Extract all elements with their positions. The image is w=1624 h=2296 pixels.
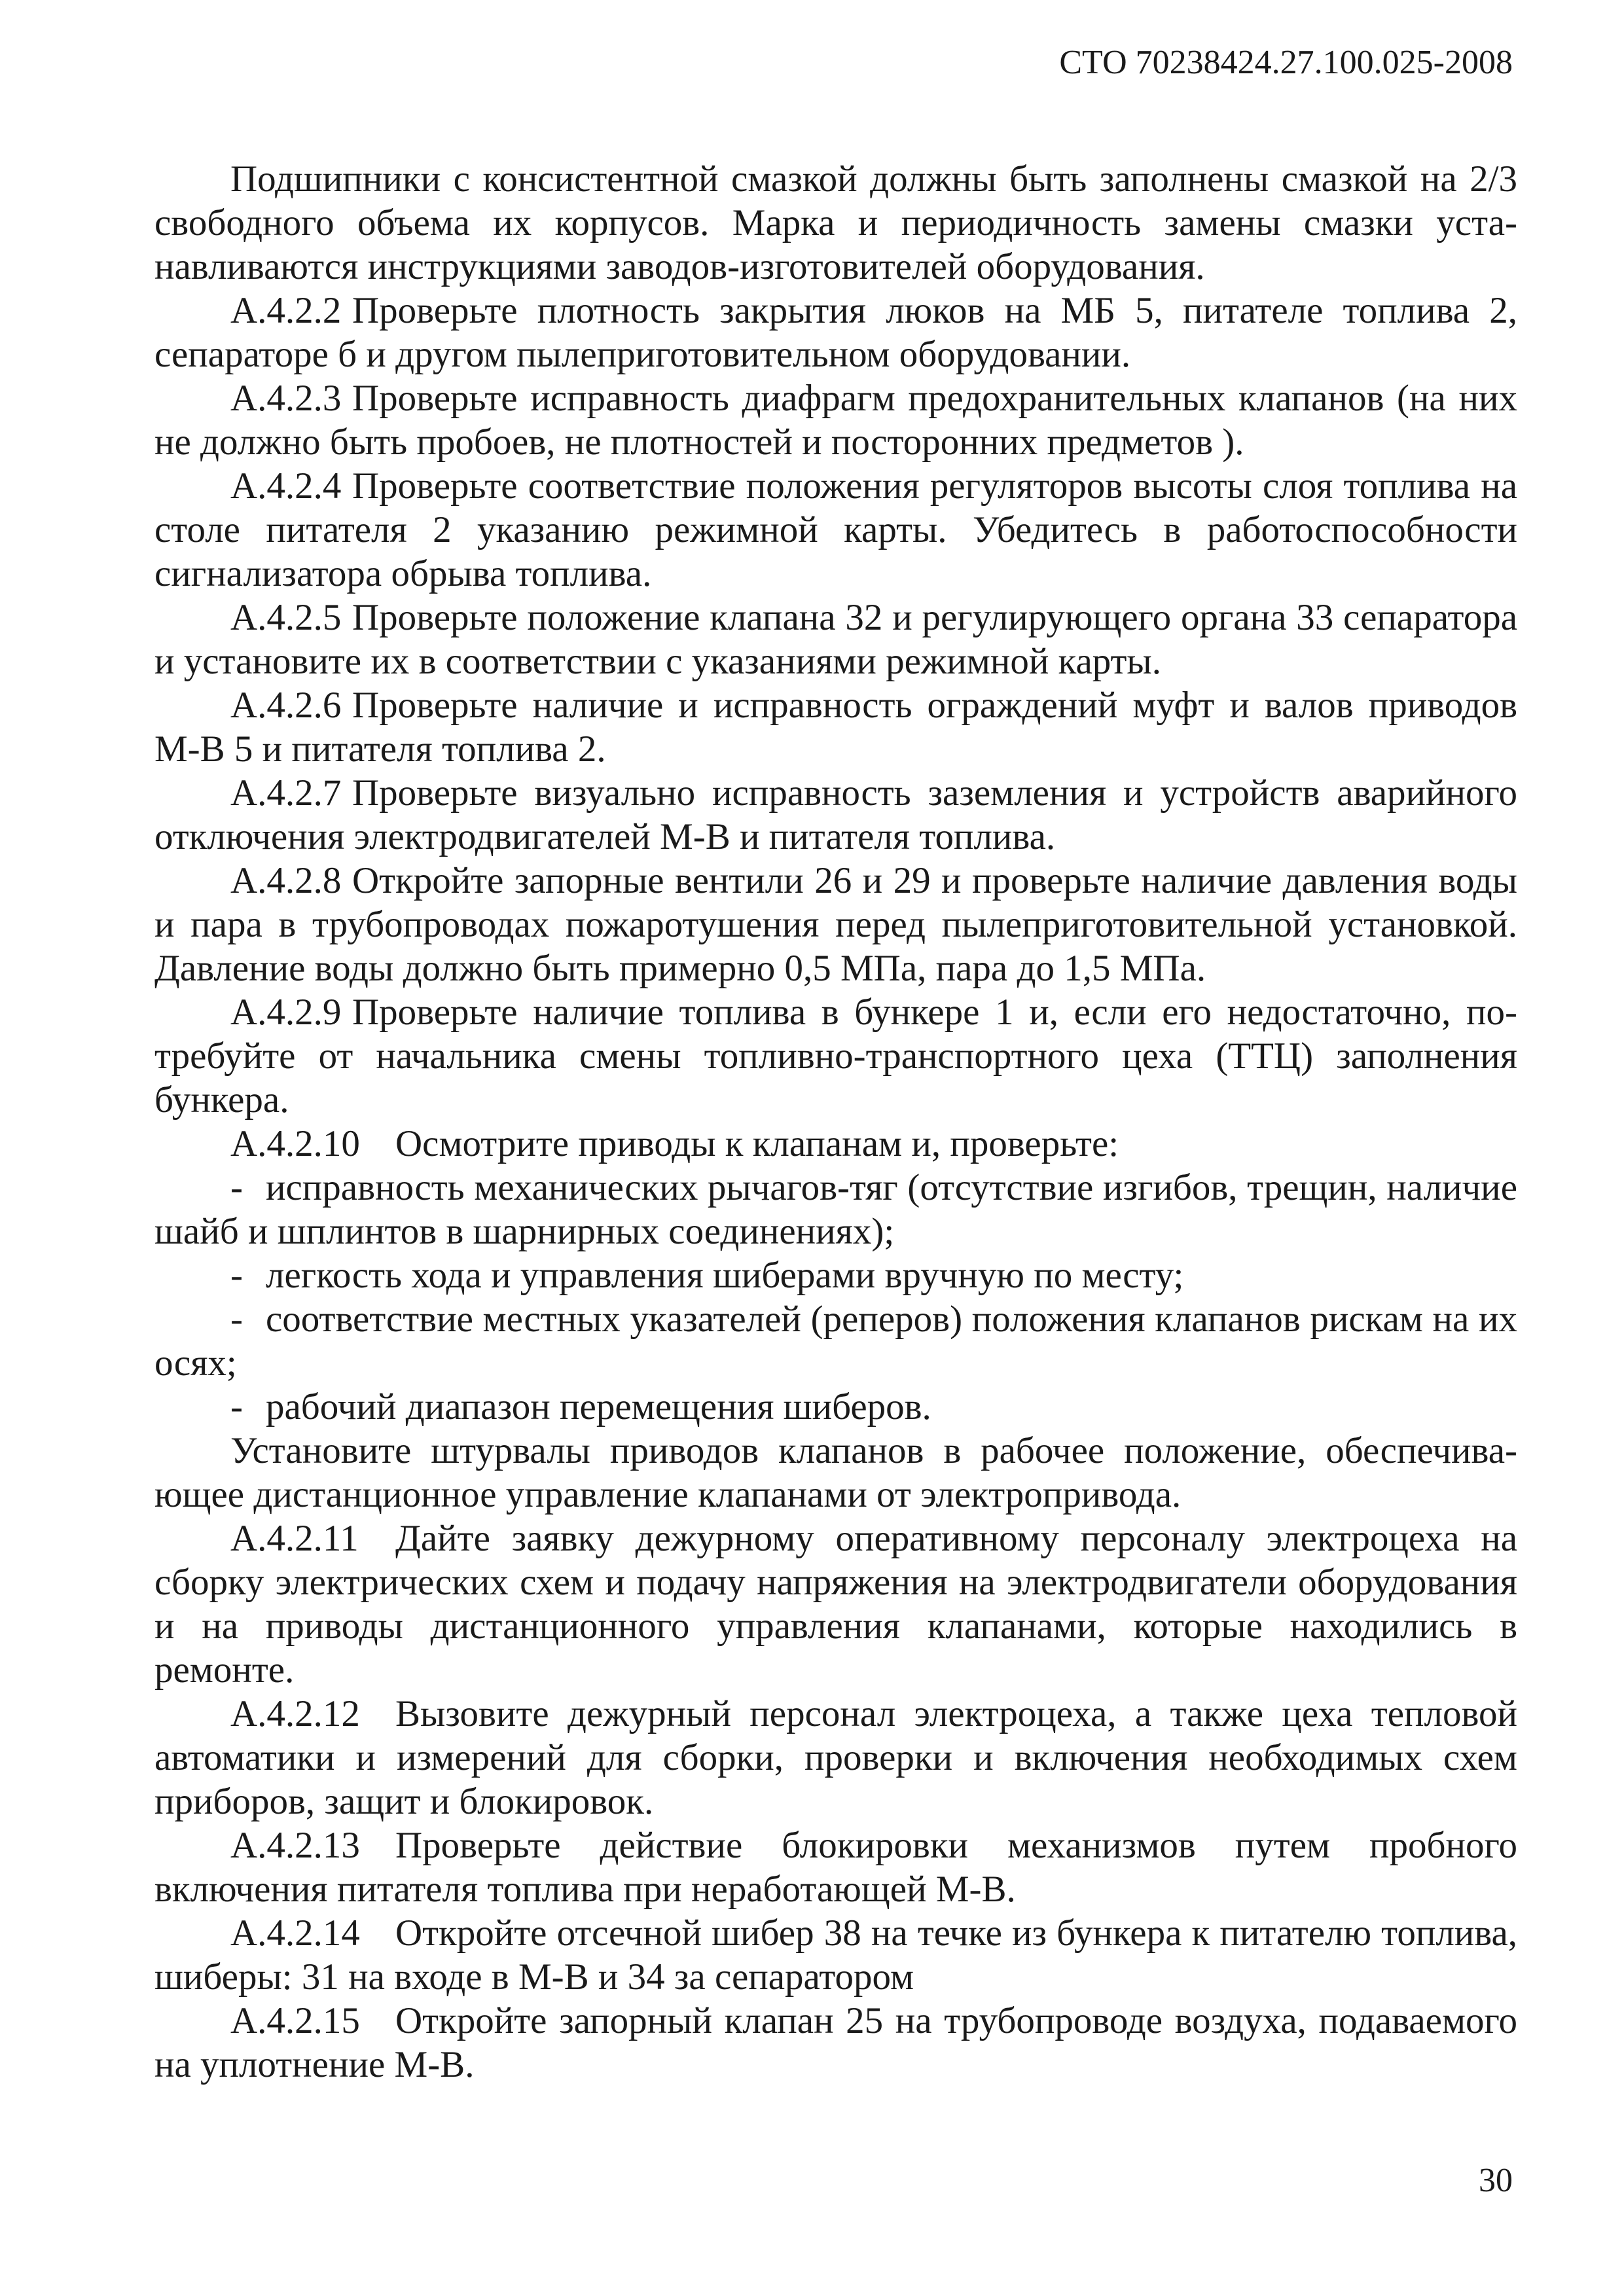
clause-text: Откройте отсечной шибер 38 на течке из бункера к питателю топлива, шиберы: 31 на входе в М-В и 34 за сепаратором <box>154 1912 1517 1998</box>
clause-a-4-2-10 <box>154 1122 1517 1166</box>
clause-a-4-2-4 <box>154 464 1517 596</box>
clause-a-4-2-2 <box>154 289 1517 376</box>
clause-text: Проверьте визуально исправность заземления и устройств аварийного отключения электродвигателей М-В и питателя топлива. <box>154 772 1517 857</box>
clause-a-4-2-6 <box>154 683 1517 771</box>
clause-number: А.4.2.9 <box>230 992 342 1033</box>
clause-a-4-2-9 <box>154 990 1517 1122</box>
clause-number: А.4.2.6 <box>230 685 342 726</box>
clause-text: Откройте запорные вентили 26 и 29 и проверьте наличие давления воды и пара в трубопроводах пожаротушения перед пылеприготовительной установкой. Давление воды должно быть примерно 0,5 МПа, пара до 1,5 МПа. <box>154 860 1517 989</box>
document-code-header: СТО 70238424.27.100.025-2008 <box>1059 44 1513 81</box>
clause-text: Проверьте положение клапана 32 и регулирующего органа 33 сепаратора и установите их в соответствии с указаниями режимной карты. <box>154 597 1517 682</box>
bullet-dash: - <box>230 1255 243 1296</box>
clause-number: А.4.2.11 <box>230 1518 359 1559</box>
clause-number: А.4.2.12 <box>230 1693 360 1734</box>
list-item <box>154 1385 1517 1429</box>
paragraph-bearings-lubrication: Подшипники с консистентной смазкой должны быть заполнены смазкой на 2/3 свободного объема их корпусов. Марка и периодичность замены смазки устанавливаются инструкциями заводов-изготовителей оборудования. <box>154 158 1517 287</box>
clause-number: А.4.2.2 <box>230 290 342 331</box>
clause-number: А.4.2.8 <box>230 860 342 901</box>
clause-a-4-2-7 <box>154 771 1517 859</box>
list-item <box>154 1166 1517 1253</box>
clause-text: Дайте заявку дежурному оперативному персоналу электроцеха на сборку электрических схем и подачу напряжения на электродвигатели оборудования и на приводы дистанционного управления клапанами, которые находились в ремонте. <box>154 1518 1517 1691</box>
paragraph-handwheels: Установите штурвалы приводов клапанов в рабочее положение, обеспечивающее дистанционное управление клапанами от электропривода. <box>154 1430 1517 1515</box>
clause-a-4-2-3 <box>154 376 1517 464</box>
clause-text: Вызовите дежурный персонал электроцеха, а также цеха тепловой автоматики и измерений для сборки, проверки и включения необходимых схем приборов, защит и блокировок. <box>154 1693 1517 1822</box>
clause-text: Проверьте наличие и исправность ограждений муфт и валов приводов М-В 5 и питателя топлива 2. <box>154 685 1517 770</box>
clause-number: А.4.2.14 <box>230 1912 360 1954</box>
clause-text: Проверьте исправность диафрагм предохранительных клапанов (на них не должно быть пробоев, не плотностей и посторонних предметов ). <box>154 378 1517 463</box>
clause-a-4-2-11 <box>154 1516 1517 1692</box>
bullet-dash: - <box>230 1299 243 1340</box>
clause-text: Проверьте наличие топлива в бункере 1 и, если его недостаточно, потребуйте от начальника смены топливно-транспортного цеха (ТТЦ) заполнения бункера. <box>154 992 1517 1121</box>
clause-number: А.4.2.10 <box>230 1123 360 1164</box>
clause-a-4-2-5 <box>154 596 1517 683</box>
list-item <box>154 1297 1517 1385</box>
clause-text: Проверьте плотность закрытия люков на МБ 5, питателе топлива 2, сепараторе б и другом пылеприготовительном оборудовании. <box>154 290 1517 375</box>
clause-text: Откройте запорный клапан 25 на трубопроводе воздуха, подаваемого на уплотнение М-В. <box>154 2000 1517 2085</box>
clause-text: Осмотрите приводы к клапанам и, проверьте: <box>395 1123 1119 1164</box>
clause-a-4-2-15 <box>154 1999 1517 2087</box>
clause-number: А.4.2.3 <box>230 378 342 419</box>
document-body <box>154 157 1517 2087</box>
clause-number: А.4.2.13 <box>230 1825 360 1866</box>
list-item-text: рабочий диапазон перемещения шиберов. <box>266 1386 931 1427</box>
list-item-text: легкость хода и управления шиберами вручную по месту; <box>266 1255 1184 1296</box>
clause-a-4-2-14 <box>154 1911 1517 1999</box>
clause-text: Проверьте действие блокировки механизмов путем пробного включения питателя топлива при неработающей М-В. <box>154 1825 1517 1910</box>
page-number: 30 <box>1479 2162 1513 2199</box>
clause-a-4-2-8 <box>154 859 1517 990</box>
list-item <box>154 1253 1517 1297</box>
bullet-dash: - <box>230 1386 243 1427</box>
clause-a-4-2-12 <box>154 1692 1517 1823</box>
clause-number: А.4.2.7 <box>230 772 342 814</box>
list-item-text: соответствие местных указателей (реперов) положения клапанов рискам на их осях; <box>154 1299 1517 1384</box>
clause-a-4-2-13 <box>154 1823 1517 1911</box>
clause-number: А.4.2.5 <box>230 597 342 638</box>
clause-text: Проверьте соответствие положения регуляторов высоты слоя топлива на столе питателя 2 указанию режимной карты. Убедитесь в работоспособности сигнализатора обрыва топлива. <box>154 465 1517 594</box>
clause-number: А.4.2.15 <box>230 2000 360 2041</box>
list-item-text: исправность механических рычагов-тяг (отсутствие изгибов, трещин, наличие шайб и шплинтов в шарнирных соединениях); <box>154 1167 1517 1252</box>
clause-number: А.4.2.4 <box>230 465 342 507</box>
bullet-dash: - <box>230 1167 243 1208</box>
